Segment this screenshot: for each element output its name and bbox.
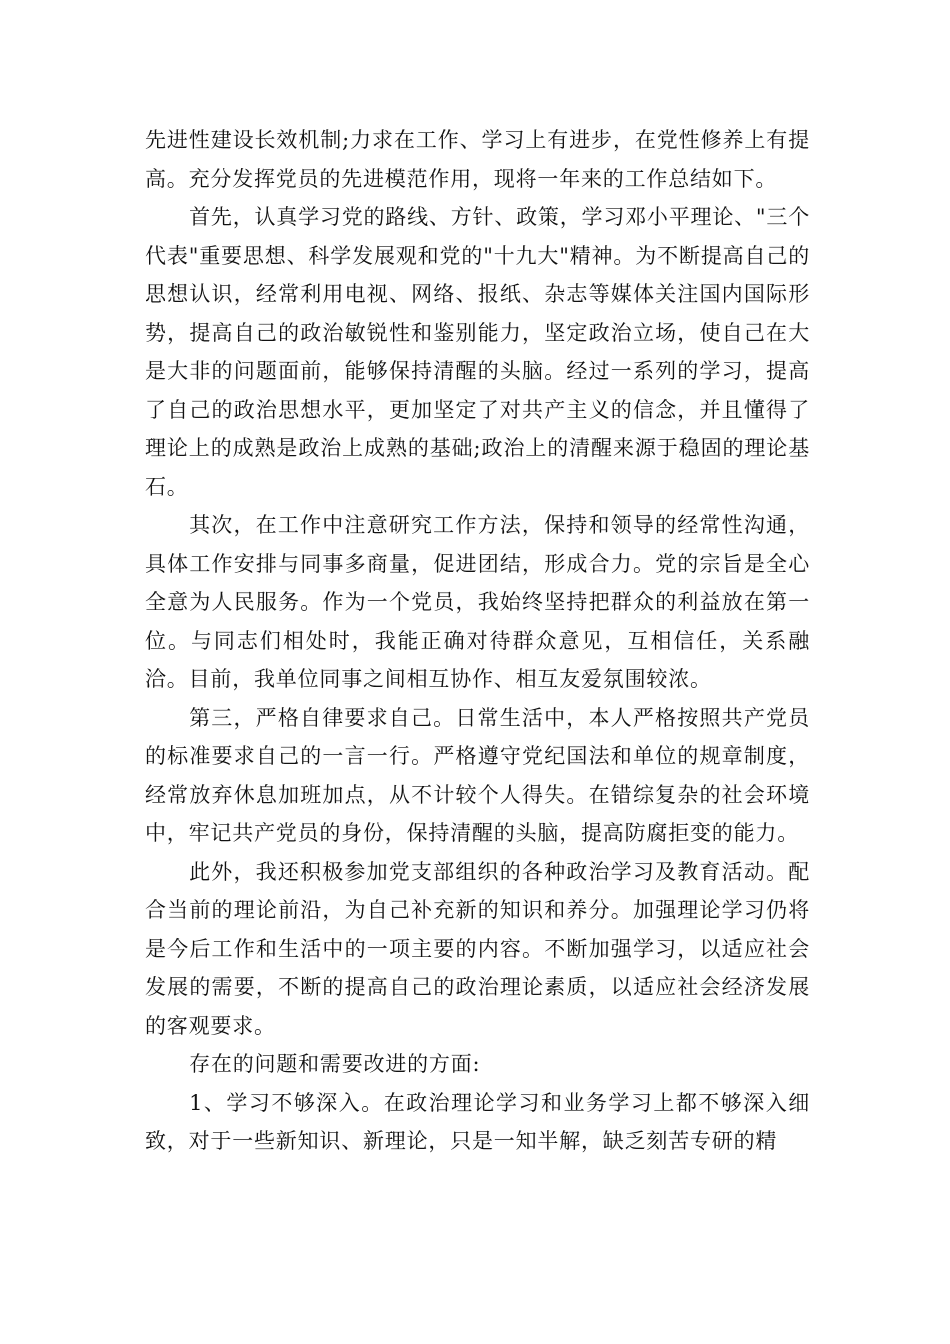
- paragraph-issues-heading: 存在的问题和需要改进的方面:: [189, 1052, 481, 1076]
- paragraph-third: 第三，严格自律要求自己。日常生活中，本人严格按照共产党员的标准要求自己的一言一行。严格遵守党纪国法和单位的规章制度，经常放弃休息加班加点，从不计较个人得失。在错综复杂的社会环境中，牢记共产党员的身份，保持清醒的头脑，提高防腐拒变的能力。: [145, 705, 810, 845]
- paragraph-additionally: 此外，我还积极参加党支部组织的各种政治学习及教育活动。配合当前的理论前沿，为自己补充新的知识和养分。加强理论学习仍将是今后工作和生活中的一项主要的内容。不断加强学习，以适应社会发展的需要，不断的提高自己的政治理论素质，以适应社会经济发展的客观要求。: [145, 859, 810, 1038]
- paragraph-first: 首先，认真学习党的路线、方针、政策，学习邓小平理论、"三个代表"重要思想、科学发展观和党的"十九大"精神。为不断提高自己的思想认识，经常利用电视、网络、报纸、杂志等媒体关注国内国际形势，提高自己的政治敏锐性和鉴别能力，坚定政治立场，使自己在大是大非的问题面前，能够保持清醒的头脑。经过一系列的学习，提高了自己的政治思想水平，更加坚定了对共产主义的信念，并且懂得了理论上的成熟是政治上成熟的基础;政治上的清醒来源于稳固的理论基石。: [145, 205, 810, 499]
- paragraph-issue-1: 1、学习不够深入。在政治理论学习和业务学习上都不够深入细致，对于一些新知识、新理论，只是一知半解，缺乏刻苦专研的精: [145, 1090, 810, 1153]
- document-body: [145, 121, 810, 1161]
- paragraph-intro-continued: 先进性建设长效机制;力求在工作、学习上有进步，在党性修养上有提高。充分发挥党员的先进模范作用，现将一年来的工作总结如下。: [145, 128, 810, 191]
- paragraph-second: 其次，在工作中注意研究工作方法，保持和领导的经常性沟通，具体工作安排与同事多商量，促进团结，形成合力。党的宗旨是全心全意为人民服务。作为一个党员，我始终坚持把群众的利益放在第一位。与同志们相处时，我能正确对待群众意见，互相信任，关系融洽。目前，我单位同事之间相互协作、相互友爱氛围较浓。: [145, 513, 810, 691]
